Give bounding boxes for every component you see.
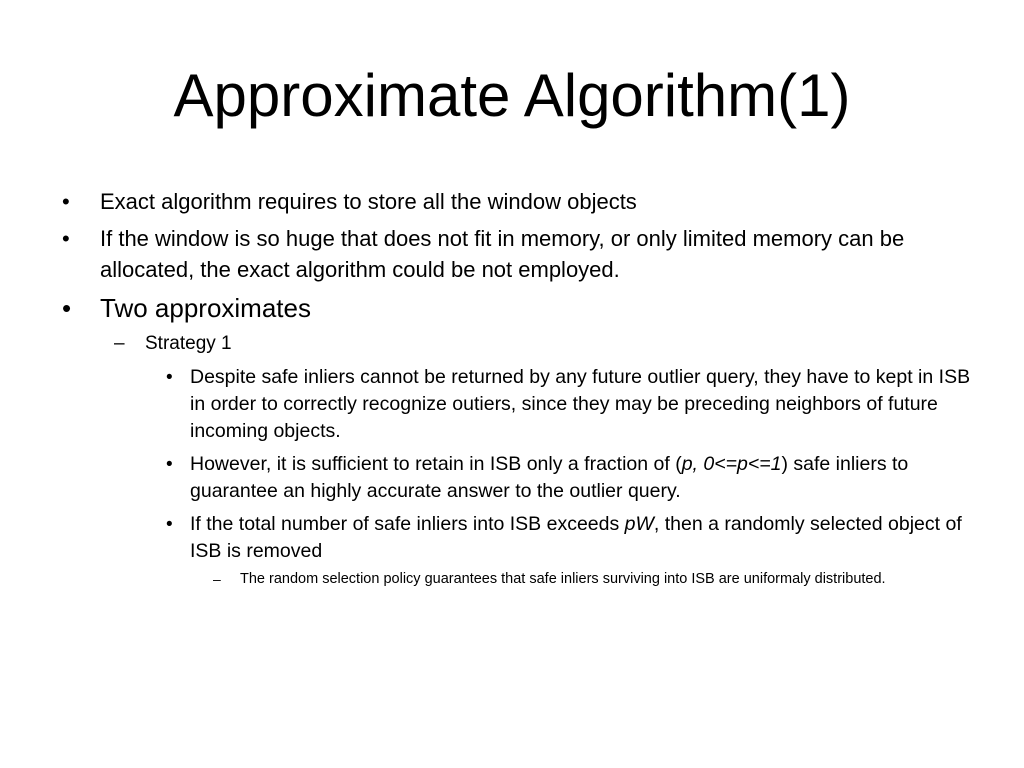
- point-text: Despite safe inliers cannot be returned by any future outlier query, they have to kept in ISB in order to correctly recognize outiers, since they may be preceding neighbors of future incoming objects.: [190, 366, 971, 442]
- subpoint-text: The random selection policy guarantees that safe inliers surviving into ISB are uniformaly distributed.: [240, 571, 886, 587]
- bullet-dot: •: [166, 367, 173, 388]
- slide-title: Approximate Algorithm(1): [173, 62, 851, 129]
- point-text-part: If the total number of safe inliers into ISB exceeds: [190, 513, 625, 535]
- italic-formula: p, 0<=p<=1: [681, 453, 782, 475]
- point-text-part: , then a randomly selected object of ISB is removed: [190, 513, 962, 562]
- italic-formula: pW: [624, 513, 654, 535]
- bullet-text: Two approximates: [100, 293, 311, 323]
- bullet-dot: •: [62, 189, 70, 214]
- point-text-part: However, it is sufficient to retain in ISB only a fraction of (: [190, 453, 682, 475]
- bullet-dot: •: [166, 454, 173, 475]
- bullet-text: Exact algorithm requires to store all the window objects: [100, 189, 637, 214]
- bullet-text: If the window is so huge that does not fit in memory, or only limited memory can be allocated, the exact algorithm could be not employed.: [100, 226, 905, 282]
- bullet-dot: •: [166, 514, 173, 535]
- dash-marker: –: [114, 333, 125, 354]
- point-text: [190, 511, 980, 565]
- bullet-dot: •: [62, 293, 72, 323]
- point-text-part: ) safe inliers to guarantee an highly accurate answer to the outlier query.: [190, 453, 909, 502]
- dash-marker: –: [213, 571, 221, 587]
- point-text: [190, 451, 980, 505]
- subitem-text: Strategy 1: [145, 333, 232, 354]
- bullet-dot: •: [62, 226, 70, 251]
